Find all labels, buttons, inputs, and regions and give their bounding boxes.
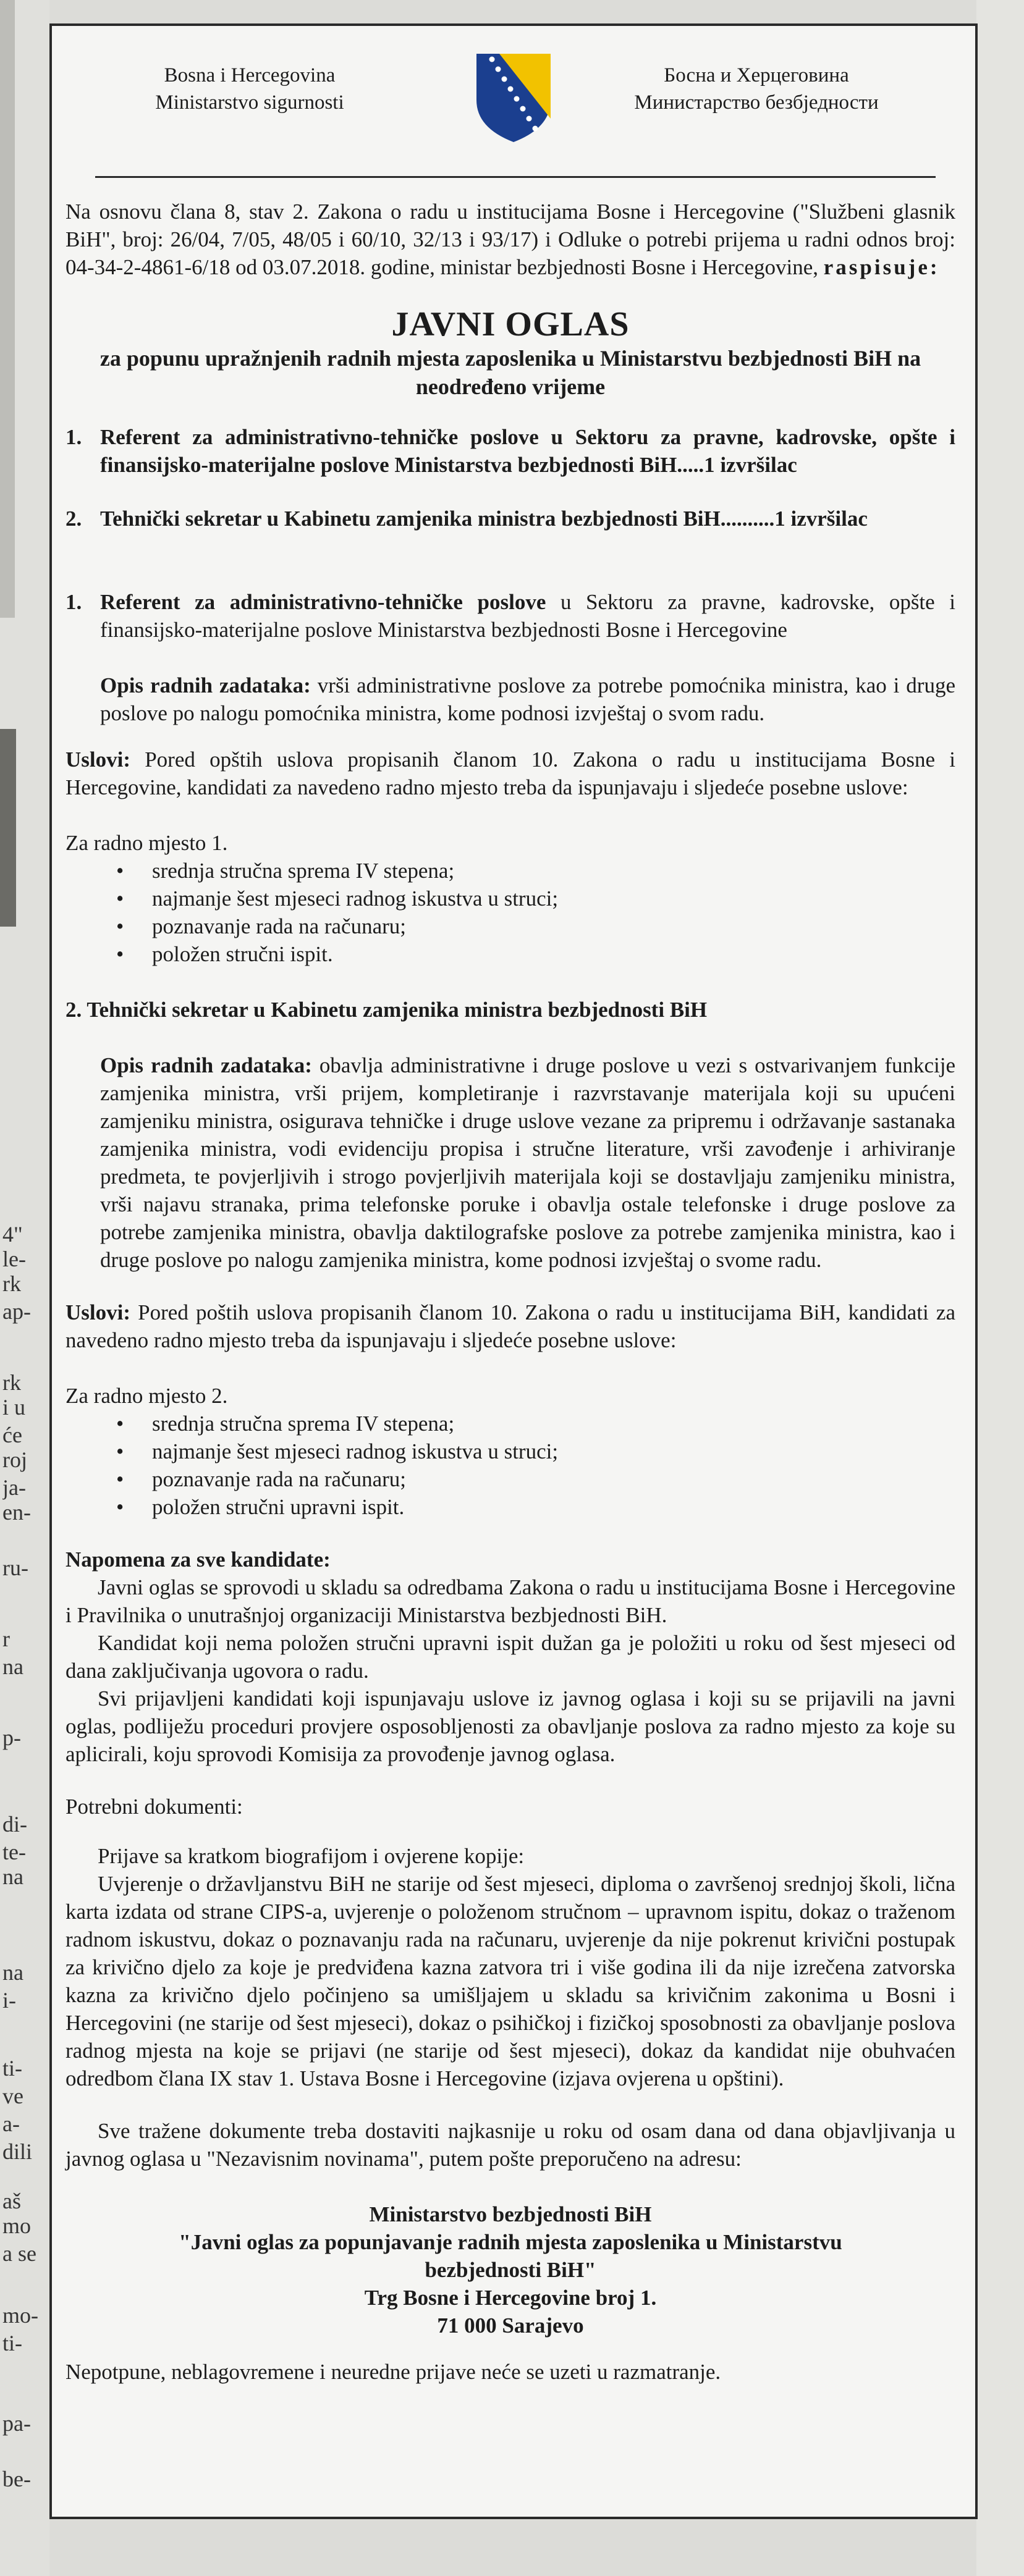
address-line: "Javni oglas za popunjavanje radnih mjesta zaposlenika u Ministarstvu	[179, 2230, 842, 2254]
conditions-text: Pored opštih uslova propisanih članom 10. Zakona o radu u institucijama Bosne i Hercegovine, kandidati za navedeno radno mjesto treba da ispunjavaju i sljedeće posebne uslove:	[66, 747, 955, 799]
margin-word-fragment: mo	[2, 2213, 32, 2238]
duties-text: vrši administrativne poslove za potrebe pomoćnika ministra, kao i druge poslove po nalogu pomoćnika ministra, kome podnosi izvještaj o svom radu.	[100, 673, 955, 725]
public-notice-ad	[49, 23, 978, 2519]
coat-of-arms-icon	[473, 51, 554, 143]
requirement-item: • najmanje šest mjeseci radnog iskustva u struci;	[152, 885, 955, 912]
conditions-text: Pored poštih uslova propisanih članom 10. Zakona o radu u institucijama BiH, kandidati za navedeno radno mjesto treba da ispunjavaju i sljedeće posebne uslove:	[66, 1300, 955, 1352]
margin-word-fragment: ti-	[2, 2331, 22, 2355]
docs-label: Potrebni dokumenti:	[66, 1795, 243, 1819]
docs-paragraph: Prijave sa kratkom biografijom i ovjerene kopije:	[98, 1844, 525, 1868]
intro-verb: raspisuje:	[823, 255, 940, 279]
intro-text: Na osnovu člana 8, stav 2. Zakona o radu u institucijama Bosne i Hercegovine ("Službeni glasnik BiH", broj: 26/04, 7/05, 48/05 i 60/10, 32/13 i 93/17) i Odluke o potrebi prijema u radni odnos broj: 04-34-2-4861-6/18 od 03.07.2018. godine, ministar bezbjednosti Bosne i Hercegovine,	[66, 200, 955, 279]
address-line: Ministarstvo bezbjednosti BiH	[369, 2202, 652, 2226]
margin-word-fragment: le-	[2, 1247, 26, 1271]
requirement-item: • poznavanje rada na računaru;	[152, 912, 955, 940]
position-text: Tehnički sekretar u Kabinetu zamjenika ministra bezbjednosti BiH..........1 izvršilac	[100, 507, 868, 531]
margin-word-fragment: a-	[2, 2111, 20, 2136]
position-2-for-label: Za radno mjesto 2.	[66, 1384, 228, 1408]
margin-word-fragment: rk	[2, 1271, 21, 1296]
address-block	[66, 2200, 955, 2339]
header-ministry-cyrillic: Министарство безбједности	[634, 91, 879, 114]
requirement-item: • najmanje šest mjeseci radnog iskustva u struci;	[152, 1437, 955, 1465]
margin-word-fragment: 4"	[2, 1222, 23, 1247]
address-line: bezbjednosti BiH"	[425, 2258, 596, 2282]
address-line: Trg Bosne i Hercegovine broj 1.	[364, 2286, 657, 2310]
margin-word-fragment: a se	[2, 2241, 36, 2266]
requirement-item: • poznavanje rada na računaru;	[152, 1465, 955, 1493]
margin-word-fragment: mo-	[2, 2303, 38, 2328]
margin-word-fragment: na	[2, 1960, 23, 1985]
position-1-for-label: Za radno mjesto 1.	[66, 831, 228, 855]
position-2-conditions	[66, 1299, 955, 1354]
margin-word-fragment: na	[2, 1654, 23, 1679]
duties-label: Opis radnih zadataka:	[100, 673, 311, 697]
duties-text: obavlja administrativne i druge poslove u vezi s ostvarivanjem funkcije zamjenika ministra, vrši prijem, kompletiranje i razvrstavanje materijala koji su upućeni zamjeniku ministra, osigurava tehničke i druge uslove vezane za pripremu i održavanje sastanaka zamjenika ministra, vodi evidenciju propisa i stručne literature, vrši zavođenje i arhiviranje predmeta, te povjerljivih i strogo povjerljivih materijala koji se dostavljaju zamjeniku ministra, vrši najavu stranaka, prima telefonske poruke i obavlja ostale telefonske i druge poslove za potrebe zamjenika ministra, obavlja daktilografske poslove za potrebe zamjenika ministra, kao i druge poslove po nalogu zamjenika ministra, kome podnosi izvještaj o svome radu.	[100, 1053, 955, 1272]
position-list-item	[66, 423, 955, 479]
docs-paragraph: Uvjerenje o državljanstvu BiH ne starije od šest mjeseci, diploma o završenoj srednjoj školi, lična karta izdata od strane CIPS-a, uvjerenje o položenom stručnom – upravnom ispitu, dokaz o traženom radnom iskustvu, dokaz o poznavanju rada na računaru, uvjerenje da nije pokrenut krivični postupak za krivično djelo za koje je predviđena kazna zatvora tri i više godina ili da nije izrečena zatvorska kazna za krivično djelo počinjeno sa umišljajem u skladu sa krivičnim zakonima u Bosni i Hercegovini (ne starije od šest mjeseci), dokaz o psihičkoj i fizičkoj sposobnosti za obavljanje poslova radnog mjesta na koje se prijavi (ne starije od šest mjeseci), dokaz da kandidat nije obuhvaćen odredbom člana IX stav 1. Ustava Bosne i Hercegovine (izjava ovjerena u opštini).	[66, 1872, 955, 2090]
note-paragraph: Svi prijavljeni kandidati koji ispunjavaju uslove iz javnog oglasa i koji su se prijavili na javni oglas, podliježu proceduri provjere osposobljenosti za obavljanje poslova za radno mjesto za koje su aplicirali, koju sprovodi Komisija za provođenje javnog oglasa.	[66, 1686, 955, 1766]
header-country-latin: Bosna i Hercegovina	[164, 64, 336, 86]
margin-word-fragment: di-	[2, 1812, 27, 1837]
requirement-item: • položen stručni ispit.	[152, 940, 955, 968]
margin-word-fragment: će	[2, 1423, 22, 1447]
margin-word-fragment: ve	[2, 2084, 23, 2108]
position-1-conditions	[66, 746, 955, 801]
margin-word-fragment: i-	[2, 1988, 16, 2013]
position-1-duties	[66, 671, 955, 727]
header-rule	[95, 176, 936, 178]
note-paragraph: Javni oglas se sprovodi u skladu sa odredbama Zakona o radu u institucijama Bosne i Hercegovine i Pravilnika o unutrašnjoj organizaciji Ministarstva bezbjednosti BiH.	[66, 1575, 955, 1627]
margin-word-fragment: pa-	[2, 2411, 31, 2436]
margin-word-fragment: p-	[2, 1725, 21, 1750]
notice-title: JAVNI OGLAS	[391, 305, 630, 343]
left-margin-stripe	[0, 0, 15, 618]
header-latin	[120, 62, 379, 116]
position-1-requirements	[66, 857, 955, 968]
margin-word-fragment: en-	[2, 1500, 31, 1525]
address-line: 71 000 Sarajevo	[437, 2313, 584, 2338]
position-number: 2.	[66, 507, 82, 531]
margin-word-fragment: te-	[2, 1840, 26, 1864]
closing-note: Nepotpune, neblagovremene i neuredne prijave neće se uzeti u razmatranje.	[66, 2360, 721, 2384]
margin-word-fragment: ru-	[2, 1555, 28, 1580]
notice-body	[66, 198, 955, 2386]
position-number: 1.	[66, 425, 82, 449]
margin-word-fragment: ti-	[2, 2056, 22, 2081]
position-1-number: 1.	[66, 590, 82, 614]
margin-word-fragment: ja-	[2, 1475, 26, 1500]
position-2-duties	[66, 1051, 955, 1274]
margin-word-fragment: ap-	[2, 1299, 31, 1324]
header-country-cyrillic: Босна и Херцеговина	[664, 64, 849, 86]
position-text: Referent za administrativno-tehničke poslove u Sektoru za pravne, kadrovske, opšte i finansijsko-materijalne poslove Ministarstva bezbjednosti BiH.....1 izvršilac	[100, 425, 955, 477]
notice-header	[52, 26, 975, 156]
conditions-label: Uslovi:	[66, 1300, 130, 1324]
position-2-heading: 2. Tehnički sekretar u Kabinetu zamjenika ministra bezbjednosti BiH	[66, 998, 708, 1022]
note-label: Napomena za sve kandidate:	[66, 1547, 331, 1572]
margin-word-fragment: dili	[2, 2139, 33, 2164]
requirement-item: • srednja stručna sprema IV stepena;	[152, 857, 955, 885]
position-1-title-rest: u Sektoru za pravne, kadrovske, opšte i finansijsko-materijalne poslove Ministarstva bezbjednosti Bosne i Hercegovine	[100, 590, 955, 642]
docs-paragraph: Sve tražene dokumente treba dostaviti najkasnije u roku od osam dana od dana objavljivanja u javnog oglasa u "Nezavisnim novinama", putem pošte preporučeno na adresu:	[66, 2119, 955, 2171]
margin-word-fragment: na	[2, 1864, 23, 1889]
margin-word-fragment: rk	[2, 1370, 21, 1395]
margin-word-fragment: i u	[2, 1395, 26, 1420]
margin-word-fragment: aš	[2, 2189, 21, 2213]
margin-word-fragment: roj	[2, 1447, 27, 1472]
intro-paragraph	[66, 198, 955, 281]
margin-word-fragment: r	[2, 1627, 10, 1651]
header-ministry-latin: Ministarstvo sigurnosti	[155, 91, 344, 114]
margin-word-fragment: be-	[2, 2467, 31, 2491]
position-1-heading	[66, 588, 955, 644]
conditions-label: Uslovi:	[66, 747, 130, 772]
position-2-requirements	[66, 1410, 955, 1521]
requirement-item: • srednja stručna sprema IV stepena;	[152, 1410, 955, 1437]
position-1-title: Referent za administrativno-tehničke poslove	[100, 590, 546, 614]
position-list-item	[66, 505, 955, 532]
right-newspaper-margin	[976, 0, 1024, 2576]
header-cyrillic	[620, 62, 892, 116]
notice-subtitle: za popunu upražnjenih radnih mjesta zaposlenika u Ministarstvu bezbjednosti BiH na neodređeno vrijeme	[99, 346, 921, 399]
left-margin-photo	[0, 729, 16, 927]
duties-label: Opis radnih zadataka:	[100, 1053, 312, 1077]
note-paragraph: Kandidat koji nema položen stručni upravni ispit dužan ga je položiti u roku od šest mjeseci od dana zaključivanja ugovora o radu.	[66, 1631, 955, 1683]
requirement-item: • položen stručni upravni ispit.	[152, 1493, 955, 1521]
